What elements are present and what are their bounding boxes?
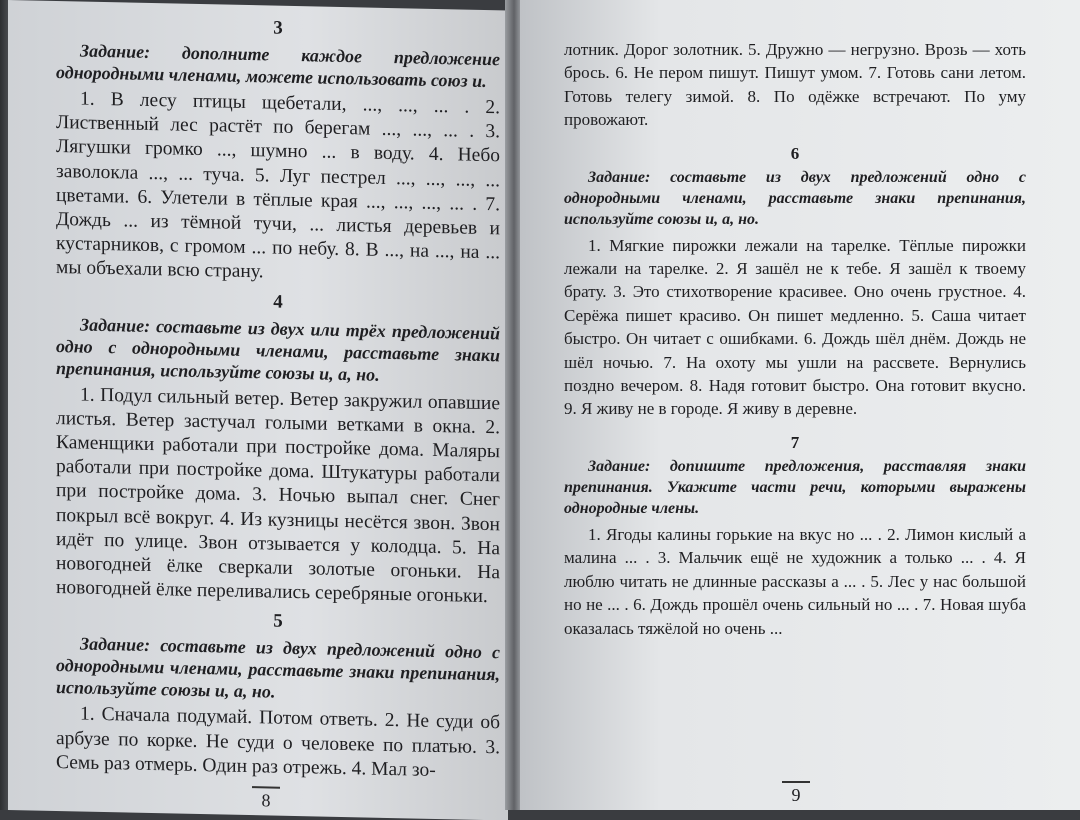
section-7	[564, 433, 1026, 640]
page-number-left: 8	[252, 786, 280, 812]
exercise-text: 1. Мягкие пирожки лежали на тарелке. Тёплые пирожки лежали на тарелке. 2. Я зашёл не к тебе. Я зашёл к твоему брату. 3. Это стихотворение красивее. Оно очень грустное. 4. Серёжа пишет красиво. Он пишет медленно. 5. Саша читает быстро. Он читает с ошибками. 6. Дождь шёл днём. Дождь не шёл ночью. 7. На охоту мы ушли на рассвете. Вернулись поздно вечером. 8. Надя готовит быстро. Она готовит вкусно. 9. Я живу не в городе. Я живу в деревне.	[564, 235, 1026, 419]
right-page	[520, 0, 1080, 810]
exercise-text: 1. Ягоды калины горькие на вкус но ... . 2. Лимон кислый а малина ... . 3. Мальчик ещё не художник а только ... . 4. Я люблю читать не длинные рассказы а ... . 5. Лес у нас большой но не ... . 6. Дождь прошёл очень сильный но ... . 7. Новая шуба оказалась тяжёлой но очень ...	[564, 524, 1026, 638]
task-heading: Задание: составьте из двух предложений одно с однородными членами, расставьте знаки препинания, используйте союзы и, а, но.	[56, 633, 500, 703]
task-heading: Задание: допишите предложения, расставляя знаки препинания. Укажите части речи, которыми выражены однородные члены.	[564, 457, 1026, 517]
section-number: 7	[790, 432, 800, 452]
page-number-right: 9	[782, 781, 810, 806]
exercise-text: 1. В лесу птицы щебетали, ..., ..., ... . 2. Лиственный лес растёт по берегам ..., ..., ... . 3. Лягушки громко ..., шумно ... в воду. 4. Небо заволокла ..., ... туча. 5. Луг пестрел ..., ..., ..., ... цветами. 6. Улетели в тёплые края ..., ..., ..., ... . 7. Дождь ... из тёмной тучи, ... листья деревьев и кустарников, с громом ... по небу. 8. В ..., на ..., на ... мы объехали всю страну.	[56, 88, 500, 283]
task-heading: Задание: составьте из двух или трёх предложений одно с однородными членами, расставьте знаки препинания, используйте союзы и, а, но.	[56, 314, 500, 385]
exercise-text: 1. Подул сильный ветер. Ветер закружил опавшие листья. Ветер застучал голыми ветками в окна. 2. Каменщики работали при постройке дома. Маляры работали при постройке дома. Штукатуры работали при постройке дома. 3. Ночью выпал снег. Снег покрыл всё вокруг. 4. Из кузницы несётся звон. Звон идёт по улице. Звон отзывается у колодца. 5. На новогодней ёлке сверкали золотые огоньки. На новогодней ёлке переливались серебряные огоньки.	[56, 384, 500, 608]
section-3	[56, 13, 500, 290]
left-page	[8, 0, 508, 820]
task-heading: Задание: дополните каждое предложение однородными членами, можете использовать союз и.	[56, 40, 500, 92]
exercise-text: 1. Сначала подумай. Потом ответь. 2. Не суди об арбузе по корке. Не суди о человеке по платью. 3. Семь раз отмерь. Один раз отрежь. 4. Мал зо-	[56, 703, 500, 781]
section-number: 3	[273, 17, 283, 39]
continuation-text: лотник. Дорог золотник. 5. Дружно — негрузно. Врозь — хоть брось. 6. Не пером пишут. Пишут умом. 7. Готовь сани летом. Готовь телегу зимой. 8. По одёжке встречают. По уму провожают.	[564, 40, 1026, 130]
section-number: 5	[273, 611, 283, 633]
section-number: 4	[273, 291, 283, 313]
task-heading: Задание: составьте из двух предложений одно с однородными членами, расставьте знаки препинания, используйте союзы и, а, но.	[564, 168, 1026, 228]
section-number: 6	[790, 143, 800, 163]
section-4	[56, 287, 500, 610]
section-6	[564, 144, 1026, 421]
section-5	[56, 606, 500, 784]
